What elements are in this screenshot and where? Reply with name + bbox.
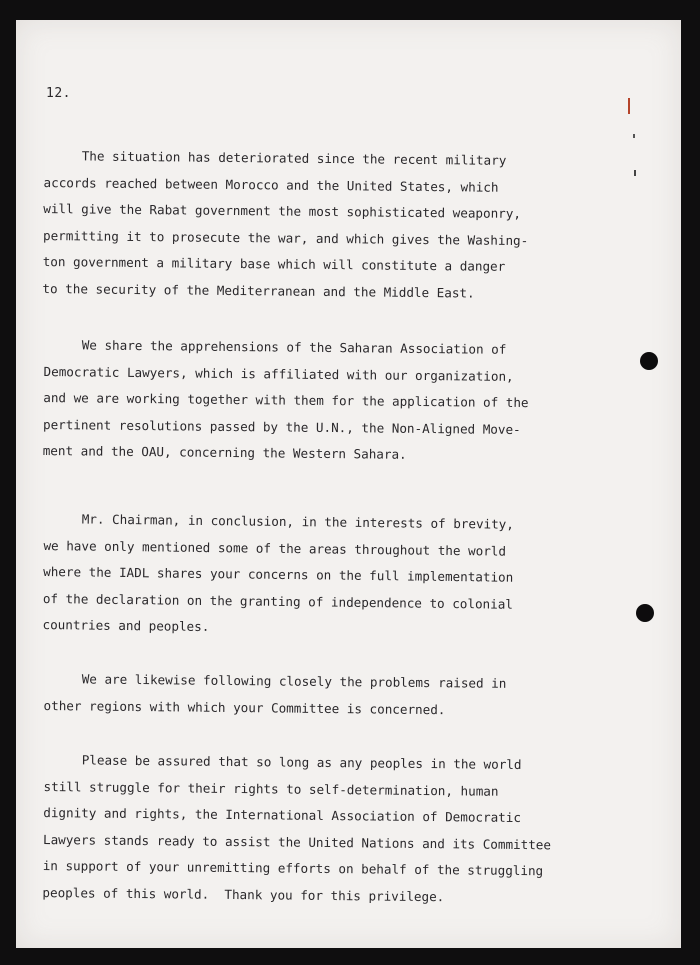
page-number: 12. <box>46 86 71 101</box>
paragraph-closing: Please be assured that so long as any peoples in the world still struggle for their rights to self-determination, human dignity and rights, the International Association of Democratic Lawyers stands ready to assist the United Nations and its Committee in support of your unremitting efforts on behalf of the struggling peoples of this world. Thank you for this privilege. <box>42 751 552 904</box>
paragraph-conclusion: Mr. Chairman, in conclusion, in the interests of brevity, we have only mentioned some of the areas throughout the world where the IADL shares your concerns on the full implementation of the declaration on the granting of independence to colonial countries and peoples. <box>42 510 514 635</box>
punch-hole <box>640 352 658 370</box>
margin-mark <box>633 134 635 138</box>
paragraph-military-accords: The situation has deteriorated since the recent military accords reached between Morocco and the United States, which will give the Rabat government the most sophisticated weaponry, permitting it to prosecute the war, and which gives the Washing- ton government a military base which will constitute a danger to the security of the Mediterranean and the Middle East. <box>42 147 529 301</box>
document-page <box>16 20 681 948</box>
punch-hole <box>636 604 654 622</box>
margin-mark <box>634 170 636 176</box>
paragraph-saharan-lawyers: We share the apprehensions of the Saharan Association of Democratic Lawyers, which is affiliated with our organization, and we are working together with them for the application of the pertinent resolutions passed by the U.N., the Non-Aligned Move- ment and the OAU, concerning the Western Sahara. <box>42 336 529 462</box>
paragraph-other-regions: We are likewise following closely the problems raised in other regions with which your Committee is concerned. <box>43 670 507 717</box>
margin-mark <box>628 98 630 114</box>
